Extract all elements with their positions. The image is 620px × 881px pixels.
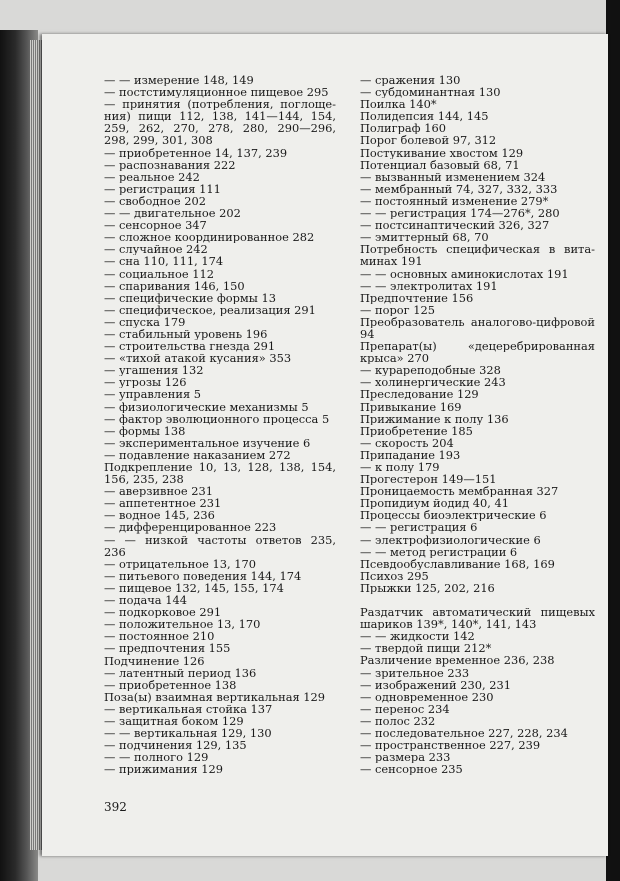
index-entry: Пропидиум йодид 40, 41 bbox=[360, 497, 509, 510]
index-entry: — — основных аминокислотах 191 bbox=[360, 267, 569, 280]
index-entry: ния) пищи 112, 138, 141—144, 154, bbox=[104, 110, 336, 123]
index-entry: — электрофизиологические 6 bbox=[360, 533, 541, 546]
index-column-right bbox=[360, 74, 595, 775]
index-entry: Прижимание к полу 136 bbox=[360, 412, 509, 425]
index-entry: — экспериментальное изучение 6 bbox=[104, 436, 311, 449]
index-entry: — сенсорное 235 bbox=[360, 763, 463, 776]
index-entry: — эмиттерный 68, 70 bbox=[360, 231, 489, 244]
index-entry: Процессы биоэлектрические 6 bbox=[360, 509, 547, 522]
index-entry: Полидепсия 144, 145 bbox=[360, 110, 489, 123]
index-entry: — прижимания 129 bbox=[104, 763, 223, 776]
index-entry: Предпочтение 156 bbox=[360, 291, 474, 304]
page-stack-edge bbox=[30, 40, 42, 850]
index-entry: Психоз 295 bbox=[360, 569, 429, 582]
index-entry: — «тихой атакой кусания» 353 bbox=[104, 352, 292, 365]
index-entry: — социальное 112 bbox=[104, 267, 214, 280]
index-entry: — регистрация 111 bbox=[104, 182, 221, 195]
scan-border bbox=[606, 0, 620, 881]
index-entry: 94 bbox=[360, 327, 375, 341]
index-entry: — питьевого поведения 144, 174 bbox=[104, 569, 302, 582]
index-entry: Поилка 140* bbox=[360, 98, 437, 111]
index-entry: — одновременное 230 bbox=[360, 690, 494, 703]
index-entry: Приобретение 185 bbox=[360, 424, 473, 437]
index-entry: — специфические формы 13 bbox=[104, 291, 276, 304]
index-entry: — постоянное 210 bbox=[104, 630, 215, 643]
index-entry: Припадание 193 bbox=[360, 448, 461, 461]
index-entry: — подкорковое 291 bbox=[104, 606, 222, 619]
index-entry: Поза(ы) взаимная вертикальная 129 bbox=[104, 690, 326, 703]
index-entry: Порог болевой 97, 312 bbox=[360, 134, 497, 147]
index-entry: — сенсорное 347 bbox=[104, 219, 207, 232]
index-entry: — водное 145, 236 bbox=[104, 509, 215, 522]
index-entry: — перенос 234 bbox=[360, 702, 450, 715]
index-entry: — дифференцированное 223 bbox=[104, 521, 277, 534]
index-entry: — положительное 13, 170 bbox=[104, 618, 261, 631]
index-entry: Препарат(ы) «децеребрированная bbox=[360, 340, 595, 353]
index-entry: — — регистрация 174—276*, 280 bbox=[360, 207, 560, 220]
index-entry: 236 bbox=[104, 545, 126, 558]
index-entry: — случайное 242 bbox=[104, 243, 208, 256]
index-entry: — формы 138 bbox=[104, 424, 186, 437]
index-entry: — последовательное 227, 228, 234 bbox=[360, 726, 568, 740]
index-entry: — спаривания 146, 150 bbox=[104, 279, 245, 292]
index-entry: — сложное координированное 282 bbox=[104, 231, 315, 244]
index-entry: Подчинение 126 bbox=[104, 654, 205, 667]
book-page bbox=[42, 34, 608, 856]
index-entry: Подкрепление 10, 13, 128, 138, 154, bbox=[104, 461, 336, 474]
index-entry: — холинергические 243 bbox=[360, 376, 506, 389]
index-entry: — приобретенное 138 bbox=[104, 678, 237, 691]
index-entry: — полос 232 bbox=[360, 714, 436, 727]
index-entry: Различение временное 236, 238 bbox=[360, 654, 555, 667]
index-entry: — угрозы 126 bbox=[104, 376, 187, 389]
index-entry: — курареподобные 328 bbox=[360, 364, 501, 377]
index-entry: шариков 139*, 140*, 141, 143 bbox=[360, 618, 537, 631]
index-entry: — — двигательное 202 bbox=[104, 207, 241, 220]
index-entry: — — вертикальная 129, 130 bbox=[104, 727, 272, 740]
index-entry: — постстимуляционное пищевое 295 bbox=[104, 86, 329, 99]
index-entry: Полиграф 160 bbox=[360, 122, 446, 135]
index-entry: — аверзивное 231 bbox=[104, 485, 214, 498]
index-entry: — приобретенное 14, 137, 239 bbox=[104, 146, 288, 159]
index-entry: — реальное 242 bbox=[104, 170, 200, 183]
index-entry: — предпочтения 155 bbox=[104, 642, 231, 655]
index-entry: — к полу 179 bbox=[360, 461, 440, 474]
index-entry: — — регистрация 6 bbox=[360, 521, 478, 534]
page-number: 392 bbox=[104, 800, 127, 814]
index-entry: — постсинаптический 326, 327 bbox=[360, 219, 550, 232]
index-entry: минах 191 bbox=[360, 255, 423, 268]
index-entry: Потребность специфическая в вита- bbox=[360, 243, 595, 256]
index-entry: — сражения 130 bbox=[360, 74, 461, 87]
index-entry: Привыкание 169 bbox=[360, 400, 462, 413]
index-entry: Псевдообуславливание 168, 169 bbox=[360, 557, 555, 570]
index-entry: — отрицательное 13, 170 bbox=[104, 557, 256, 570]
index-entry: — сна 110, 111, 174 bbox=[104, 255, 224, 268]
index-entry: — вызванный изменением 324 bbox=[360, 170, 546, 183]
index-entry: — — измерение 148, 149 bbox=[104, 74, 254, 87]
index-entry: Потенциал базовый 68, 71 bbox=[360, 158, 520, 171]
index-entry: — латентный период 136 bbox=[104, 666, 257, 679]
index-entry: — аппетентное 231 bbox=[104, 497, 222, 510]
index-entry: — защитная боком 129 bbox=[104, 714, 244, 728]
index-entry: — свободное 202 bbox=[104, 194, 206, 208]
index-entry: — — жидкости 142 bbox=[360, 630, 475, 643]
index-entry: — вертикальная стойка 137 bbox=[104, 702, 273, 715]
index-entry: — специфическое, реализация 291 bbox=[104, 303, 316, 316]
index-entry: — подача 144 bbox=[104, 594, 187, 607]
index-entry: 156, 235, 238 bbox=[104, 473, 184, 486]
index-entry: — пространственное 227, 239 bbox=[360, 739, 541, 752]
index-entry: — изображений 230, 231 bbox=[360, 678, 511, 691]
index-entry: — угашения 132 bbox=[104, 364, 204, 377]
index-entry: — — полного 129 bbox=[104, 751, 209, 764]
index-entry: — строительства гнезда 291 bbox=[104, 340, 276, 353]
index-entry: — твердой пищи 212* bbox=[360, 642, 492, 655]
index-entry: — зрительное 233 bbox=[360, 666, 470, 679]
index-entry: 298, 299, 301, 308 bbox=[104, 134, 213, 147]
index-entry: — стабильный уровень 196 bbox=[104, 327, 268, 341]
index-entry: Раздатчик автоматический пищевых bbox=[360, 606, 595, 619]
index-entry: Преследование 129 bbox=[360, 388, 479, 401]
index-entry: — — метод регистрации 6 bbox=[360, 545, 518, 558]
index-entry: — фактор эволюционного процесса 5 bbox=[104, 412, 330, 425]
index-entry: — — электролитах 191 bbox=[360, 279, 498, 292]
index-entry: — пищевое 132, 145, 155, 174 bbox=[104, 581, 284, 595]
index-entry: Проницаемость мембранная 327 bbox=[360, 485, 559, 498]
index-entry: — спуска 179 bbox=[104, 315, 186, 328]
index-entry: Постукивание хвостом 129 bbox=[360, 146, 524, 159]
index-entry: — — низкой частоты ответов 235, bbox=[104, 533, 336, 546]
index-entry: — скорость 204 bbox=[360, 436, 454, 449]
index-entry: — подавление наказанием 272 bbox=[104, 448, 291, 461]
index-column-left bbox=[104, 74, 336, 775]
index-entry: — мембранный 74, 327, 332, 333 bbox=[360, 182, 558, 195]
index-entry: 259, 262, 270, 278, 280, 290—296, bbox=[104, 122, 336, 135]
index-entry: — физиологические механизмы 5 bbox=[104, 400, 309, 413]
index-entry: Прогестерон 149—151 bbox=[360, 473, 497, 486]
index-entry: Преобразователь аналогово-цифровой bbox=[360, 315, 595, 328]
index-entry: крыса» 270 bbox=[360, 352, 429, 365]
index-entry: — размера 233 bbox=[360, 751, 451, 764]
index-entry: — порог 125 bbox=[360, 303, 435, 316]
index-entry: — распознавания 222 bbox=[104, 158, 236, 171]
index-entry: — подчинения 129, 135 bbox=[104, 739, 247, 752]
index-entry: — управления 5 bbox=[104, 388, 202, 401]
index-entry: Прыжки 125, 202, 216 bbox=[360, 581, 495, 595]
index-entry: — постоянный изменение 279* bbox=[360, 194, 549, 208]
index-entry: — принятия (потребления, поглоще- bbox=[104, 98, 336, 111]
index-entry: — субдоминантная 130 bbox=[360, 86, 501, 99]
